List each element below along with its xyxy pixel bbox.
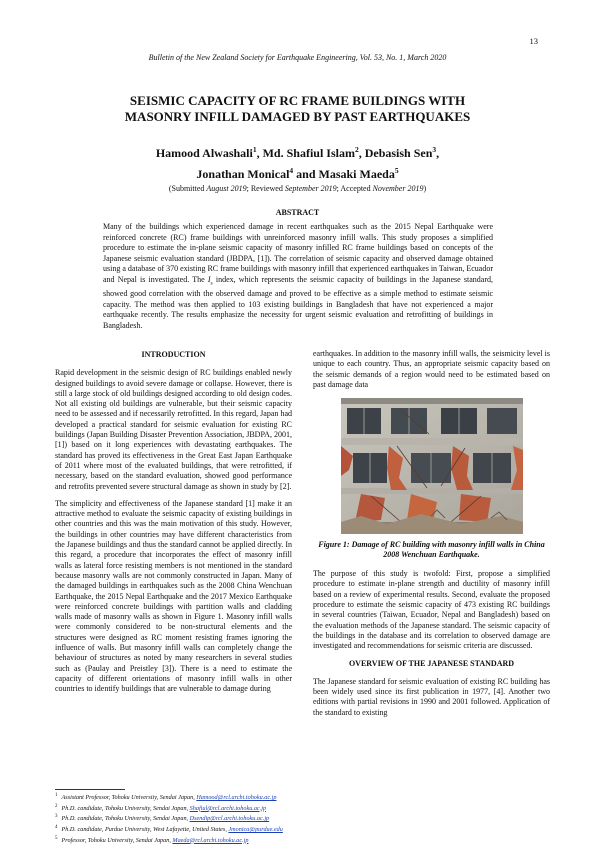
author-separator: and: [293, 167, 319, 181]
overview-heading: OVERVIEW OF THE JAPANESE STANDARD: [348, 658, 515, 668]
introduction-heading: INTRODUCTION: [141, 350, 206, 359]
abstract-text-part2: index, which represents the seismic capacity of buildings in the Japanese standard, showed good correlation with the observed damage and proved to be effective as a simple method to estimate seismic capacity. The method was then applied to 103 existing buildings in Bangladesh that have not experienced a major earthquake recently. The results emphasize the necessity for urgent seismic evaluation and retrofitting of buildings in Bangladesh.: [103, 274, 494, 330]
running-header: Bulletin of the New Zealand Society for Earthquake Engineering, Vol. 53, No. 1, March 2020: [148, 53, 447, 62]
email-link[interactable]: Hamood@rcl.archi.tohoku.ac.jp: [196, 794, 277, 802]
footnote-2: [55, 803, 555, 814]
author-name: Hamood Alwashali: [155, 146, 253, 160]
author-separator: ,: [256, 146, 263, 160]
abstract-text: [103, 222, 493, 332]
page-number: 13: [529, 36, 538, 46]
paper-title: [60, 93, 535, 125]
author-affiliation-mark: 4: [289, 166, 294, 175]
author-list: [60, 141, 535, 183]
author-name: Debasish Sen: [364, 146, 433, 160]
purpose-paragraph: The purpose of this study is twofold: First, propose a simplified procedure to estimate in-plane strength and ductility of masonry infill based on a review of experimental results. Second, evaluate the proposed procedure to estimate the seismic capacity of 473 existing RC buildings in several countries (Taiwan, Ecuador, Nepal and Bangladesh) based on the evaluation methods of the Japanese standard. The seismic capacity of the buildings in the database and its correlation to observed damage are investigated and recommendations for seismic criteria are discussed.: [313, 569, 550, 651]
reviewed-date: September 2019: [284, 184, 337, 193]
author-line-1: [60, 141, 535, 162]
introduction-paragraph-2-continued: earthquakes. In addition to the masonry infill walls, the seismicity level is unique to each country. Thus, an appropriate seismic capacity based on the seismic demands of a region would need to be estimated based on past damage data: [313, 349, 550, 389]
footnote-4: [55, 824, 555, 835]
email-link[interactable]: Shafiul@rcl.archi.tohoku.ac.jp: [189, 804, 267, 812]
footnote-mark: 2: [55, 803, 58, 809]
submission-close: ): [423, 184, 427, 193]
footnote-text: Ph.D. candidate, Purdue University, West Lafayette, United States,: [61, 826, 229, 834]
overview-paragraph: The Japanese standard for seismic evaluation of existing RC building has been widely used since its first publication in 1977, [4]. Another two editions with partial revisions in 1990 and 2001 followed. Application of the standard to existing: [313, 676, 550, 717]
footnote-1: [55, 792, 555, 803]
author-affiliation-mark: 2: [354, 145, 359, 154]
accepted-date: November 2019: [372, 184, 424, 193]
right-column: [313, 349, 550, 725]
email-link[interactable]: Maeda@rcl.archi.tohoku.ac.jp: [172, 836, 249, 844]
author-name: Masaki Maeda: [318, 167, 395, 181]
reviewed-label: ; Reviewed: [246, 184, 285, 193]
accepted-label: ; Accepted: [336, 184, 373, 193]
footnote-mark: 4: [55, 824, 58, 830]
introduction-paragraph-2: The simplicity and effectiveness of the Japanese standard [1] make it an attractive method to evaluate the seismic capacity of existing buildings in other countries and this was the main motivation of this study. However, the buildings in other countries may have different characteristics from the Japanese buildings and thus the standard cannot be applied directly. In this regard, a procedure that incorporates the effect of masonry infill walls as lateral force resisting members is not mentioned in the standard because masonry walls are not commonly constructed in Japan. Many of the damaged buildings in earthquakes such as the 2008 China Wenchuan Earthquake, the 2015 Nepal Earthquake and the 2017 Mexico Earthquake were reinforced concrete buildings with partition walls and cladding walls made of masonry walls as shown in Figure 1. Masonry infill walls were commonly considered to be non-structural elements and the structures were designed as RC moment resisting frames ignoring the influence of walls. But masonry infill walls can completely change the behaviour of structures as noted by many researchers in several studies such as (Paulay and Preistley [3]). There is a need to estimate the capacity of different orientations of masonry infill walls in other countries to identify buildings that are vulnerable to damage during: [55, 498, 292, 694]
footnote-divider: [55, 789, 125, 790]
author-name: Md. Shafiul Islam: [262, 146, 355, 160]
email-link[interactable]: Jmonica@purdue.edu: [228, 826, 283, 834]
footnote-text: Ph.D. candidate, Tohoku University, Sendai Japan,: [61, 815, 190, 823]
footnote-3: [55, 813, 555, 824]
figure-1-caption: Figure 1: Damage of RC building with masonry infill walls in China 2008 Wenchuan Earthquake.: [318, 540, 545, 560]
abstract-text-part1: Many of the buildings which experienced damage in recent earthquakes such as the 2015 Nepal Earthquake were reinforced concrete (RC) frame buildings with unreinforced masonry infill walls. This study proposes a simplified procedure to estimate the in-plane seismic capacity of masonry infilled RC frame buildings based on concepts of the Japanese seismic evaluation standard (JBDPA, [1]). The correlation of seismic capacity and observed damage obtained using a database of 370 existing RC frame buildings with masonry infill that experienced earthquakes in Taiwan, Ecuador and Nepal is investigated. The: [103, 222, 493, 284]
footnote-text: Assistant Professor, Tohoku University, Sendai Japan,: [61, 794, 197, 802]
author-separator: ,: [436, 146, 440, 160]
damaged-building-photo: [341, 398, 523, 534]
left-column: [55, 350, 292, 702]
submission-dates: [60, 184, 535, 193]
footnotes: [55, 792, 555, 845]
author-affiliation-mark: 3: [432, 145, 437, 154]
title-line-2: MASONRY INFILL DAMAGED BY PAST EARTHQUAKES: [124, 109, 471, 124]
author-line-2: [60, 162, 535, 183]
submission-open: (Submitted: [168, 184, 207, 193]
is-index-subscript: s: [210, 280, 213, 287]
author-affiliation-mark: 1: [252, 145, 257, 154]
email-link[interactable]: Dsendip@rcl.archi.tohoku.ac.jp: [189, 815, 270, 823]
footnote-mark: 1: [55, 793, 58, 798]
author-name: Jonathan Monical: [196, 167, 290, 181]
author-affiliation-mark: 5: [394, 166, 399, 175]
footnote-text: Ph.D. candidate, Tohoku University, Sendai Japan,: [61, 804, 190, 812]
title-line-1: SEISMIC CAPACITY OF RC FRAME BUILDINGS WITH: [129, 93, 466, 108]
author-separator: ,: [358, 146, 365, 160]
submitted-date: August 2019: [206, 184, 247, 193]
footnote-5: [55, 835, 555, 845]
abstract-heading: ABSTRACT: [275, 208, 320, 217]
is-index-symbol: I: [207, 274, 211, 284]
introduction-paragraph-1: Rapid development in the seismic design of RC buildings enabled newly designed buildings to avoid severe damage or collapse. However, there is still a large stock of old buildings designed according to old design codes. Not all existing old buildings are vulnerable, but their seismic capacity need to be assessed and if necessarily retrofitted. In this regard, Japan had developed a practical standard for seismic evaluation for existing RC buildings (Japan Building Disaster Prevention Association, JBDPA, 2001, [1]) based on it long experiences with devastating earthquakes. The standard has proved its effectiveness in the Great East Japan Earthquake of 2011 where most of the evaluated buildings, that were retrofitted, if necessary, based on the standard evaluation, showed good performance and retrofits prevented severe structural damage as shown in study by [2].: [55, 368, 292, 491]
footnote-mark: 5: [55, 835, 58, 841]
footnote-text: Professor, Tohoku University, Sendai Japan,: [61, 836, 173, 844]
footnote-mark: 3: [55, 814, 58, 820]
